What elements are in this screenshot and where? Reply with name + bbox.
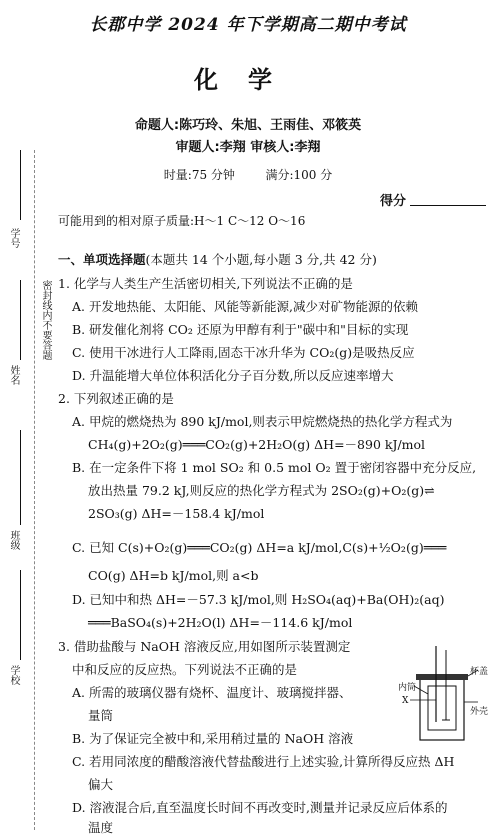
label-lid: 杯盖 (470, 667, 489, 677)
calorimeter-diagram (398, 642, 494, 762)
class-label: 班级 (8, 530, 19, 550)
section-heading (58, 250, 377, 268)
q3-stem-line1: 3. 借助盐酸与 NaOH 溶液反应,用如图所示装置测定 (58, 639, 351, 654)
q1-stem: 1. 化学与人类生产生活密切相关,下列说法不正确的是 (58, 276, 353, 291)
section-title: 一、单项选择题 (58, 252, 146, 267)
q2-option-a-line1: A. 甲烷的燃烧热为 890 kJ/mol,则表示甲烷燃烧热的热化学方程式为 (72, 414, 453, 429)
score-field[interactable] (410, 205, 486, 206)
name-field[interactable] (20, 280, 21, 360)
composers: 命题人:陈巧玲、朱旭、王雨佳、邓筱英 (134, 118, 362, 133)
label-inner-cup: 内筒 (398, 683, 417, 693)
label-outer: 外壳 (470, 707, 489, 717)
school-label: 学校 (8, 665, 19, 685)
school-field[interactable] (20, 570, 21, 660)
q1-option-d: D. 升温能增大单位体积活化分子百分数,所以反应速率增大 (72, 368, 394, 383)
cup-lid (416, 674, 468, 680)
inner-cup (428, 686, 456, 730)
calorimeter-drawing (398, 642, 494, 762)
q1-option-a: A. 开发地热能、太阳能、风能等新能源,减少对矿物能源的依赖 (72, 299, 418, 314)
q3-option-c-line2: 偏大 (88, 777, 114, 792)
q2-option-c-line1: C. 已知 C(s)+O₂(g)═══CO₂(g) ΔH=a kJ/mol,C(s)+½O₂(g)═══ (72, 540, 447, 555)
q2-option-d-line2: ═══BaSO₄(s)+2H₂O(l) ΔH=－114.6 kJ/mol (88, 615, 353, 630)
q3-stem-line2: 中和反应的反应热。下列说法不正确的是 (72, 662, 298, 677)
q3-option-c-line1: C. 若用同浓度的醋酸溶液代替盐酸进行上述实验,计算所得反应热 ΔH (72, 754, 455, 769)
seal-warning: 密封线内不要答题 (40, 280, 51, 360)
q2-option-b-line2: 放出热量 79.2 kJ,则反应的热化学方程式为 2SO₂(g)+O₂(g)⇌ (88, 483, 435, 498)
student-id-label: 学号 (8, 228, 19, 248)
q2-option-c-line2: CO(g) ΔH=b kJ/mol,则 a<b (88, 568, 259, 583)
q2-option-b-line1: B. 在一定条件下将 1 mol SO₂ 和 0.5 mol O₂ 置于密闭容器中充分反应, (72, 460, 477, 475)
q2-option-b-line3: 2SO₃(g) ΔH=－158.4 kJ/mol (88, 506, 265, 521)
student-id-field[interactable] (20, 150, 21, 220)
q2-option-d-line1: D. 已知中和热 ΔH=－57.3 kJ/mol,则 H₂SO₄(aq)+Ba(OH)₂(aq) (72, 592, 445, 607)
inner-pointer (414, 686, 428, 694)
name-label: 姓名 (8, 365, 19, 385)
time-score: 时量:75 分钟 满分:100 分 (163, 168, 333, 182)
q3-option-a-line2: 量筒 (88, 708, 114, 723)
outer-shell (420, 678, 464, 740)
school-title: 长郡中学 2024 年下学期高二期中考试 (89, 15, 407, 35)
q2-stem: 2. 下列叙述正确的是 (58, 391, 174, 406)
score-label: 得分 (380, 194, 407, 209)
atomic-masses: 可能用到的相对原子质量:H～1 C～12 O～16 (58, 214, 306, 228)
q1-option-b: B. 研发催化剂将 CO₂ 还原为甲醇有利于"碳中和"目标的实现 (72, 322, 409, 337)
binding-dashed-line (34, 150, 35, 830)
section-desc: (本题共 14 个小题,每小题 3 分,共 42 分) (145, 252, 377, 267)
subject-title: 化学 (194, 65, 302, 94)
reviewers: 审题人:李翔 审核人:李翔 (175, 140, 321, 155)
q3-option-b: B. 为了保证完全被中和,采用稍过量的 NaOH 溶液 (72, 731, 354, 746)
class-field[interactable] (20, 430, 21, 525)
q3-option-d-line2: 温度 (88, 820, 114, 835)
q3-option-a-line1: A. 所需的玻璃仪器有烧杯、温度计、玻璃搅拌器、 (72, 685, 352, 700)
q1-option-c: C. 使用干冰进行人工降雨,固态干冰升华为 CO₂(g)是吸热反应 (72, 345, 415, 360)
q2-option-a-line2: CH₄(g)+2O₂(g)═══CO₂(g)+2H₂O(g) ΔH=－890 kJ/mol (88, 437, 426, 452)
label-x: X (402, 696, 409, 706)
q3-option-d-line1: D. 溶液混合后,直至温度长时间不再改变时,测量并记录反应后体系的 (72, 800, 448, 815)
